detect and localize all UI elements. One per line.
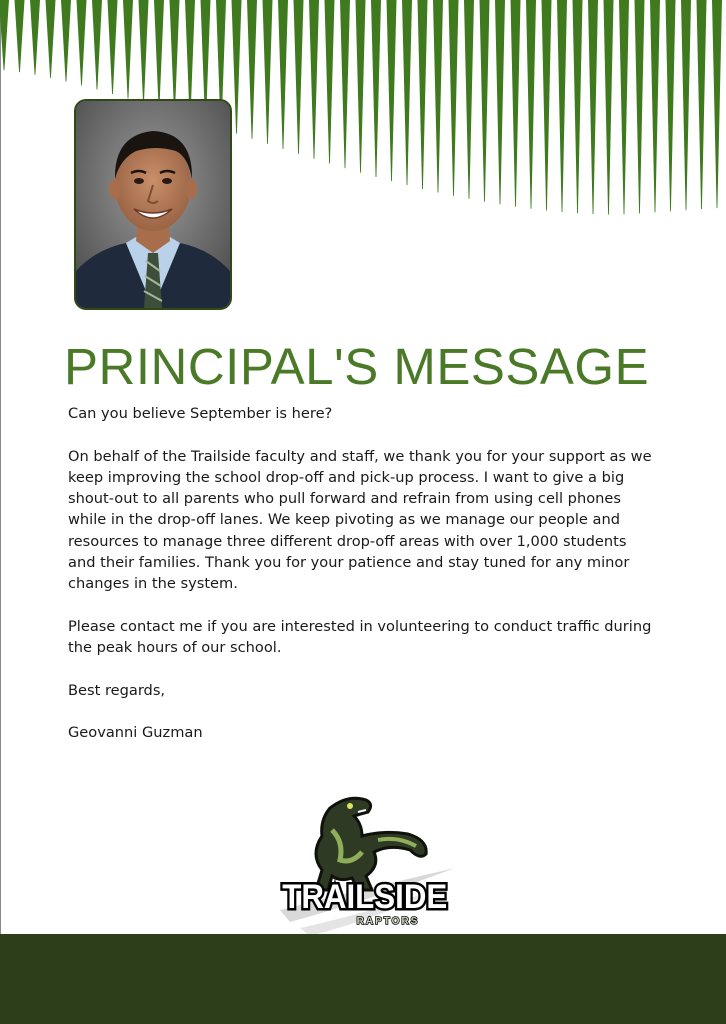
- grass-gap: [243, 0, 245, 131]
- grass-gap: [321, 0, 323, 156]
- grass-blade: [511, 0, 521, 207]
- grass-blade: [480, 0, 490, 202]
- grass-gap: [584, 0, 586, 209]
- grass-gap: [367, 0, 369, 169]
- grass-blade: [46, 0, 56, 78]
- grass-gap: [119, 0, 121, 92]
- grass-gap: [290, 0, 292, 146]
- grass-blade: [170, 0, 180, 113]
- grass-gap: [507, 0, 509, 200]
- grass-gap: [460, 0, 462, 192]
- grass-blade: [247, 0, 257, 139]
- grass-gap: [104, 0, 106, 88]
- principal-photo: [74, 99, 232, 310]
- grass-gap: [429, 0, 431, 185]
- grass-gap: [538, 0, 540, 205]
- grass-blade: [371, 0, 381, 177]
- grass-blade: [108, 0, 118, 94]
- grass-blade: [573, 0, 583, 213]
- grass-gap: [352, 0, 354, 165]
- grass-blade: [542, 0, 552, 211]
- logo-wordmark: TRAILSIDE: [282, 876, 448, 916]
- grass-gap: [259, 0, 261, 136]
- grass-gap: [11, 0, 13, 69]
- grass-blade: [0, 0, 9, 70]
- logo-subtitle: RAPTORS: [356, 916, 420, 927]
- grass-blade: [588, 0, 598, 214]
- grass-gap: [57, 0, 59, 76]
- grass-gap: [677, 0, 679, 207]
- grass-gap: [708, 0, 710, 205]
- grass-blade: [30, 0, 40, 75]
- grass-gap: [150, 0, 152, 101]
- grass-blade: [123, 0, 133, 99]
- grass-gap: [662, 0, 664, 208]
- grass-blade: [402, 0, 412, 185]
- grass-blade: [557, 0, 567, 212]
- grass-blade: [635, 0, 645, 213]
- grass-gap: [181, 0, 183, 111]
- grass-gap: [476, 0, 478, 195]
- grass-gap: [553, 0, 555, 206]
- grass-blade: [232, 0, 242, 134]
- grass-gap: [646, 0, 648, 209]
- grass-blade: [154, 0, 164, 108]
- footer-band: [0, 934, 726, 1024]
- trailside-raptors-logo: [270, 790, 460, 940]
- grass-gap: [26, 0, 28, 71]
- grass-blade: [449, 0, 459, 196]
- grass-gap: [88, 0, 90, 84]
- grass-gap: [274, 0, 276, 141]
- grass-gap: [600, 0, 602, 210]
- message-body: [68, 403, 658, 765]
- grass-gap: [383, 0, 385, 173]
- grass-blade: [15, 0, 25, 72]
- grass-gap: [693, 0, 695, 206]
- grass-blade: [526, 0, 536, 209]
- grass-blade: [418, 0, 428, 189]
- grass-blade: [61, 0, 71, 81]
- grass-blade: [309, 0, 319, 159]
- grass-gap: [491, 0, 493, 198]
- grass-gap: [631, 0, 633, 210]
- grass-blade: [604, 0, 614, 215]
- grass-blade: [325, 0, 335, 164]
- grass-gap: [73, 0, 75, 80]
- grass-blade: [464, 0, 474, 199]
- grass-blade: [356, 0, 366, 173]
- grass-blade: [294, 0, 304, 154]
- grass-gap: [445, 0, 447, 189]
- grass-blade: [681, 0, 691, 210]
- grass-blade: [92, 0, 102, 90]
- grass-blade: [495, 0, 505, 204]
- main-paragraph: On behalf of the Trailside faculty and staff, we thank you for your support as we keep improving the school drop-off and pick-up process. I want to give a big shout-out to all parents who pull forward and refrain from using cell phones while in the drop-off lanes. We keep pivoting as we manage our people and resources to manage three different drop-off areas with over 1,000 students and their families. Thank you for your patience and stay tuned for any minor changes in the system.: [68, 447, 652, 593]
- grass-blade: [619, 0, 629, 214]
- grass-gap: [414, 0, 416, 181]
- grass-gap: [398, 0, 400, 178]
- grass-blade: [278, 0, 288, 149]
- grass-blade: [666, 0, 676, 211]
- grass-blade: [697, 0, 707, 209]
- grass-blade: [433, 0, 443, 193]
- grass-blade: [650, 0, 660, 212]
- grass-gap: [522, 0, 524, 203]
- grass-gap: [166, 0, 168, 106]
- grass-blade: [712, 0, 722, 208]
- page-title: PRINCIPAL'S MESSAGE: [64, 338, 650, 395]
- grass-gap: [135, 0, 137, 97]
- grass-gap: [336, 0, 338, 160]
- grass-blade: [139, 0, 149, 103]
- grass-blade: [340, 0, 350, 168]
- grass-gap: [42, 0, 44, 73]
- grass-blade: [387, 0, 397, 181]
- closing-line: Best regards,: [68, 681, 166, 699]
- grass-gap: [615, 0, 617, 210]
- grass-gap: [305, 0, 307, 151]
- volunteer-paragraph: Please contact me if you are interested in volunteering to conduct traffic during the peak hours of our school.: [68, 617, 652, 657]
- grass-blade: [263, 0, 273, 144]
- grass-blade: [77, 0, 87, 85]
- signature-name: Geovanni Guzman: [68, 724, 203, 742]
- grass-gap: [569, 0, 571, 208]
- greeting-paragraph: Can you believe September is here?: [68, 405, 333, 422]
